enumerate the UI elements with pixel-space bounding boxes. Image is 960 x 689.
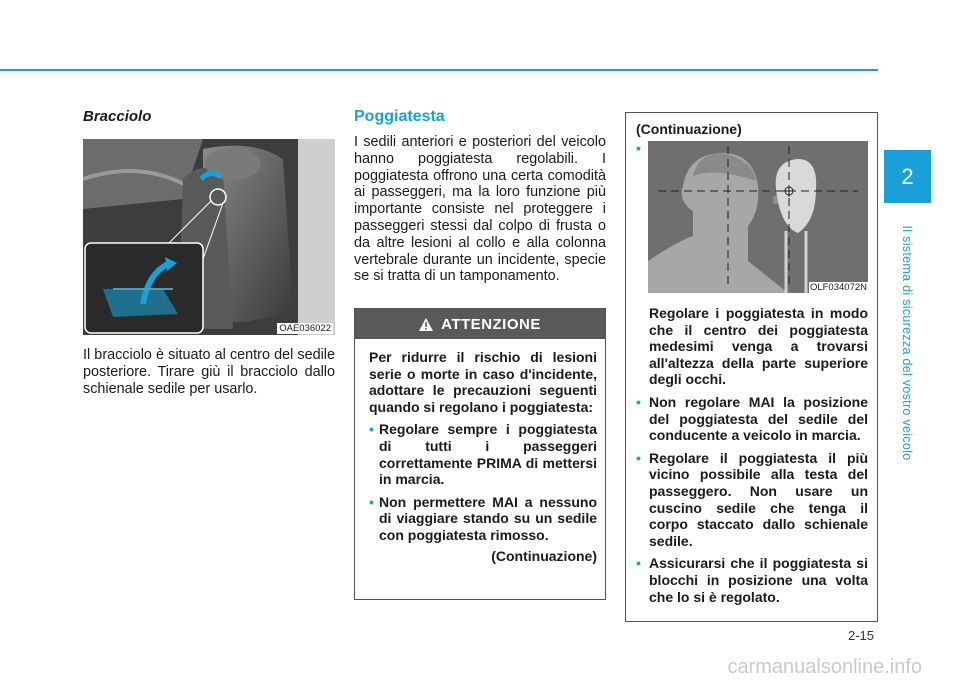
- warning-body: [355, 339, 605, 564]
- rear-seat-illustration: [83, 139, 335, 335]
- continuation-bullet-text: Assicurarsi che il poggiatesta si blocchi in posizione una volta che lo si è regolato.: [649, 555, 868, 605]
- bullet-dot-icon: •: [636, 393, 641, 410]
- continuation-title: (Continuazione): [636, 121, 742, 137]
- headrest-diagram: [648, 141, 868, 293]
- chapter-title-vertical: [896, 208, 918, 478]
- chapter-title: Il sistema di sicurezza del vostro veicolo: [900, 225, 914, 461]
- top-rule: [0, 69, 878, 71]
- armrest-body: Il bracciolo è situato al centro del sedile posteriore. Tirare giù il bracciolo dallo schienale sedile per usarlo.: [83, 347, 335, 397]
- warning-header: [355, 309, 605, 339]
- armrest-heading: Bracciolo: [83, 108, 152, 125]
- continuation-text: [636, 305, 868, 611]
- continuation-bullet-text: Non regolare MAI la posizione del poggiatesta del sedile del conducente a veicolo in marcia.: [649, 393, 868, 444]
- armrest-image-label: OAE036022: [279, 323, 331, 334]
- continuation-bullet-item: [636, 555, 868, 605]
- warning-title: ATTENZIONE: [441, 315, 541, 333]
- continuation-bullet-text: Regolare il poggiatesta il più vicino possibile alla testa del passeggero. Non usare un cuscino sedile che tenga il corpo staccato dallo schienale sedile.: [649, 449, 868, 549]
- page-number: 2-15: [847, 628, 874, 643]
- continuation-box: [625, 112, 878, 622]
- headrest-heading: Poggiatesta: [354, 108, 445, 125]
- headrest-section: [354, 108, 606, 285]
- bullet-dot-icon: •: [369, 493, 374, 510]
- continuation-bullets: [636, 394, 868, 605]
- continuation-bullet-item: [636, 450, 868, 550]
- warning-bullet-text: Non permettere MAI a nessuno di viaggiare stando su un sedile con poggiatesta rimosso.: [379, 493, 597, 543]
- bullet-dot-icon: •: [636, 140, 641, 156]
- bullet-dot-icon: •: [636, 555, 641, 572]
- warning-bullets: [369, 421, 597, 543]
- chapter-number: 2: [901, 163, 914, 189]
- warning-bullet-text: Regolare sempre i poggiatesta di tutti i passeggeri correttamente PRIMA di mettersi in marcia.: [379, 421, 597, 488]
- warning-triangle-icon: [419, 318, 433, 331]
- warning-bullet-item: [369, 421, 597, 487]
- bullet-dot-icon: •: [369, 421, 374, 438]
- watermark: carmanualsonline.info: [727, 656, 922, 678]
- warning-box: [354, 308, 606, 600]
- head-and-headrest-illustration: [648, 141, 868, 293]
- armrest-photo: [83, 139, 335, 335]
- warning-bullet-item: [369, 494, 597, 544]
- warning-intro: Per ridurre il rischio di lesioni serie o morte in caso d'incidente, adottare le precauzioni seguenti quando si regolano i poggiatesta:: [369, 349, 597, 415]
- chapter-tab: [884, 150, 931, 203]
- continuation-intro: Regolare i poggiatesta in modo che il centro dei poggiatesta medesimi venga a trovarsi all'altezza della parte superiore degli occhi.: [649, 305, 868, 388]
- warning-continuation: (Continuazione): [491, 547, 597, 564]
- bullet-dot-icon: •: [636, 449, 641, 466]
- armrest-section: [83, 108, 335, 397]
- continuation-bullet-item: [636, 394, 868, 444]
- headrest-image-label: OLF034072N: [809, 282, 867, 293]
- headrest-body: I sedili anteriori e posteriori del veicolo hanno poggiatesta regolabili. I poggiatesta offrono una certa comodità ai passeggeri, ma la loro funzione più importante consiste nel proteggere i passeggeri stessi dal colpo di frusta o da altre lesioni al collo e alla colonna vertebrale durante un incidente, specie se si tratta di un tamponamento.: [354, 134, 606, 285]
